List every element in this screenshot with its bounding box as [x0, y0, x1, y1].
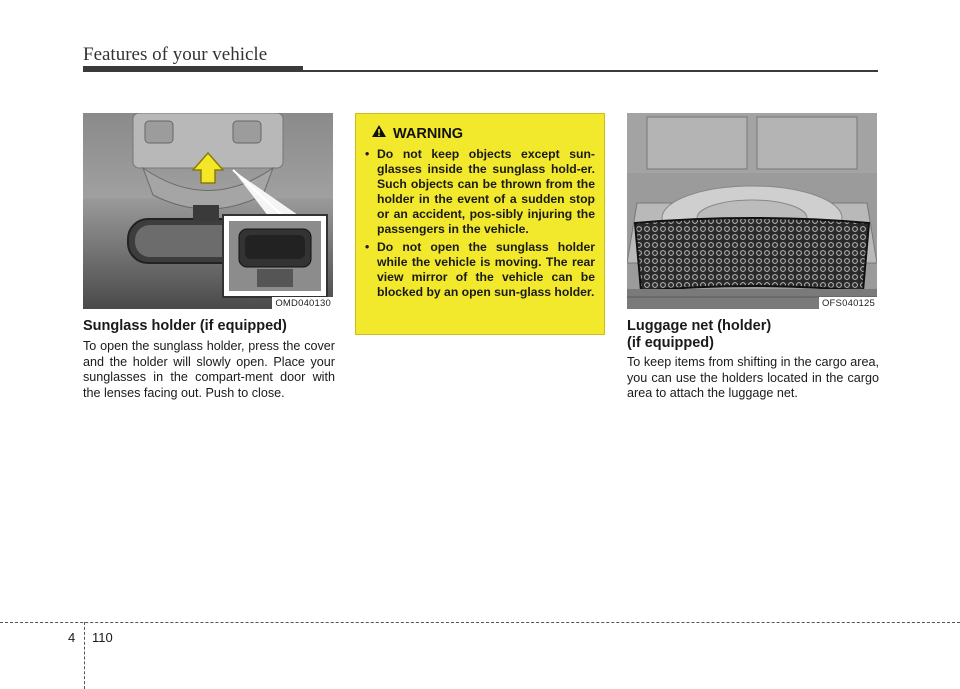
footer-vertical-divider	[84, 622, 85, 689]
warning-item: • Do not keep objects except sun-glasses inside the sunglass hold-er. Such objects can be thrown from the holder in the event of a sudden stop or an accident, pos-sibly injuring the passengers in the vehicle.	[365, 147, 595, 236]
warning-header	[371, 124, 595, 143]
warning-item-text: Do not open the sunglass holder while the vehicle is moving. The rear view mirror of the vehicle can be blocked by an open sun-glass holder.	[377, 240, 595, 299]
warning-item-text: Do not keep objects except sun-glasses inside the sunglass hold-er. Such objects can be thrown from the holder in the event of a sudden stop or an accident, pos-sibly injuring the passengers in the vehicle.	[377, 147, 595, 236]
image-code-left: OMD040130	[272, 297, 333, 309]
luggage-net-photo	[627, 113, 877, 309]
warning-triangle-icon	[371, 124, 387, 143]
warning-title: WARNING	[393, 125, 464, 142]
luggage-net-heading-line1: Luggage net (holder)	[627, 318, 772, 334]
page-section: 4	[68, 630, 76, 645]
sunglass-holder-heading: Sunglass holder (if equipped)	[83, 318, 287, 334]
sunglass-holder-body: To open the sunglass holder, press the cover and the holder will slowly open. Place your sunglasses in the compart-ment door with the lenses facing out. Push to close.	[83, 339, 335, 400]
luggage-net-heading	[627, 318, 879, 352]
footer-divider	[0, 622, 960, 623]
page-number: 110	[92, 630, 113, 645]
image-code-right: OFS040125	[819, 297, 877, 309]
luggage-net-body: To keep items from shifting in the cargo area, you can use the holders located in the cargo area to attach the luggage net.	[627, 355, 879, 400]
warning-item: • Do not open the sunglass holder while the vehicle is moving. The rear view mirror of the vehicle can be blocked by an open sun-glass holder.	[365, 240, 595, 299]
luggage-net-heading-line2: (if equipped)	[627, 335, 714, 351]
header-title: Features of your vehicle	[83, 44, 268, 65]
header-line	[83, 70, 878, 72]
warning-list	[365, 147, 595, 300]
warning-box	[355, 113, 605, 335]
sunglass-holder-photo	[83, 113, 333, 309]
